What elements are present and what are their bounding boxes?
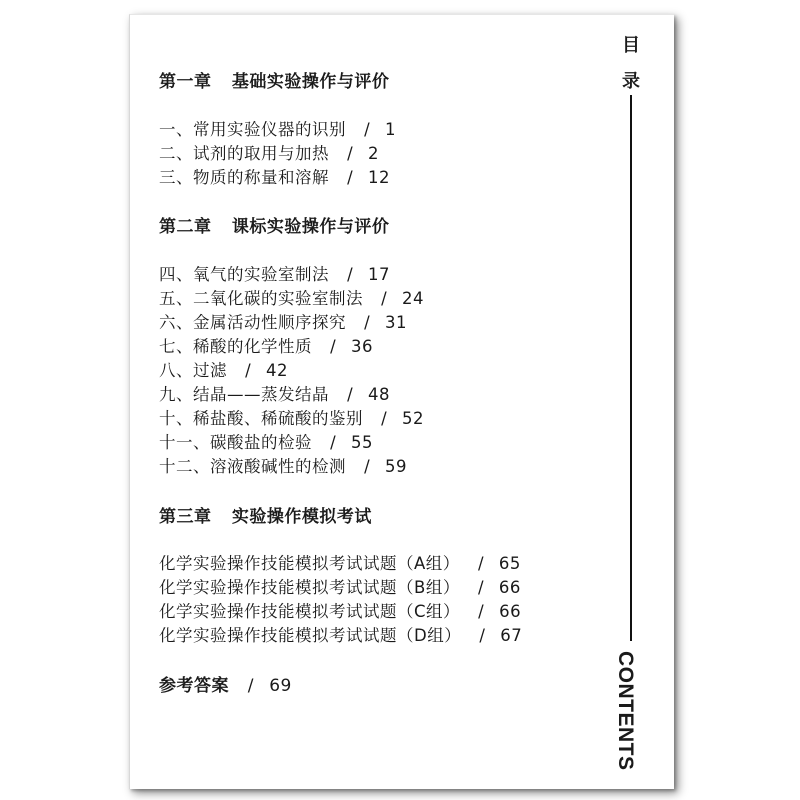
title-char-lu: 录 bbox=[622, 71, 640, 92]
chapter-number: 第一章 bbox=[159, 72, 212, 92]
entry-label: 化学实验操作技能模拟考试试题（A组） bbox=[159, 554, 460, 573]
chapter-number: 第三章 bbox=[159, 507, 212, 527]
separator: / bbox=[477, 554, 484, 573]
entry-label: 一、常用实验仪器的识别 bbox=[159, 120, 346, 139]
page-number: 48 bbox=[368, 385, 391, 404]
toc-entry[interactable] bbox=[159, 164, 390, 188]
page-number: 67 bbox=[500, 626, 523, 645]
chapter-3-heading[interactable] bbox=[159, 502, 372, 527]
entry-label: 十、稀盐酸、稀硫酸的鉴别 bbox=[159, 409, 363, 428]
separator: / bbox=[347, 265, 354, 284]
entry-label: 化学实验操作技能模拟考试试题（C组） bbox=[159, 602, 461, 621]
toc-entry[interactable] bbox=[159, 453, 407, 477]
separator: / bbox=[347, 385, 354, 404]
separator: / bbox=[347, 144, 354, 163]
toc-entry[interactable] bbox=[159, 550, 521, 574]
page-number: 24 bbox=[402, 289, 425, 308]
entry-label: 八、过滤 bbox=[159, 361, 227, 380]
separator: / bbox=[381, 289, 388, 308]
contents-sidebar bbox=[610, 15, 650, 789]
page-number: 12 bbox=[368, 168, 391, 187]
page-number: 55 bbox=[351, 433, 374, 452]
toc-entry[interactable] bbox=[159, 333, 373, 357]
toc-entry[interactable] bbox=[159, 285, 424, 309]
answers-heading[interactable] bbox=[159, 671, 292, 696]
toc-entry[interactable] bbox=[159, 116, 396, 140]
entry-label: 三、物质的称量和溶解 bbox=[159, 168, 329, 187]
page-number: 52 bbox=[402, 409, 425, 428]
entry-label: 十一、碳酸盐的检验 bbox=[159, 433, 312, 452]
page-number: 1 bbox=[385, 120, 397, 139]
title-char-mu: 目 bbox=[622, 35, 640, 56]
page-number: 17 bbox=[368, 265, 391, 284]
chapter-title: 实验操作模拟考试 bbox=[231, 507, 372, 527]
separator: / bbox=[247, 676, 254, 696]
entry-label: 六、金属活动性顺序探究 bbox=[159, 313, 346, 332]
toc-entry[interactable] bbox=[159, 381, 390, 405]
toc-entry[interactable] bbox=[159, 357, 288, 381]
toc-entry[interactable] bbox=[159, 622, 522, 646]
toc-entry[interactable] bbox=[159, 261, 390, 285]
answers-label: 参考答案 bbox=[159, 676, 229, 696]
entry-label: 五、二氧化碳的实验室制法 bbox=[159, 289, 363, 308]
page-number: 65 bbox=[498, 554, 521, 573]
chapter-2-heading[interactable] bbox=[159, 212, 389, 237]
separator: / bbox=[364, 313, 371, 332]
entry-label: 化学实验操作技能模拟考试试题（D组） bbox=[159, 626, 462, 645]
entry-label: 七、稀酸的化学性质 bbox=[159, 337, 312, 356]
toc-entry[interactable] bbox=[159, 405, 424, 429]
book-page bbox=[129, 14, 674, 789]
separator: / bbox=[245, 361, 252, 380]
separator: / bbox=[330, 433, 337, 452]
separator: / bbox=[477, 578, 485, 597]
entry-label: 十二、溶液酸碱性的检测 bbox=[159, 457, 346, 476]
entry-label: 化学实验操作技能模拟考试试题（B组） bbox=[159, 578, 460, 597]
toc-entry[interactable] bbox=[159, 574, 521, 598]
separator: / bbox=[364, 120, 371, 139]
entry-label: 二、试剂的取用与加热 bbox=[159, 144, 329, 163]
page-number: 2 bbox=[368, 144, 380, 163]
separator: / bbox=[381, 409, 388, 428]
contents-label: CONTENTS bbox=[614, 651, 637, 771]
entry-label: 九、结晶——蒸发结晶 bbox=[159, 385, 329, 404]
chapter-title: 基础实验操作与评价 bbox=[231, 72, 390, 92]
page-number: 59 bbox=[385, 457, 408, 476]
chapter-1-heading[interactable] bbox=[159, 67, 389, 92]
entry-label: 四、氧气的实验室制法 bbox=[159, 265, 329, 284]
page-number: 42 bbox=[266, 361, 289, 380]
toc-entry[interactable] bbox=[159, 309, 407, 333]
chapter-title: 课标实验操作与评价 bbox=[231, 217, 390, 237]
separator: / bbox=[478, 602, 485, 621]
page-number: 66 bbox=[499, 602, 522, 621]
separator: / bbox=[330, 337, 337, 356]
toc-entry[interactable] bbox=[159, 429, 373, 453]
page-number: 36 bbox=[351, 337, 374, 356]
page-number: 31 bbox=[385, 313, 408, 332]
toc-entry[interactable] bbox=[159, 140, 379, 164]
page-number: 66 bbox=[498, 578, 521, 597]
page-number: 69 bbox=[269, 676, 292, 696]
separator: / bbox=[347, 168, 354, 187]
separator: / bbox=[479, 626, 486, 645]
sidebar-rule bbox=[630, 95, 632, 641]
separator: / bbox=[364, 457, 371, 476]
toc-entry[interactable] bbox=[159, 598, 521, 622]
chapter-number: 第二章 bbox=[159, 217, 212, 237]
